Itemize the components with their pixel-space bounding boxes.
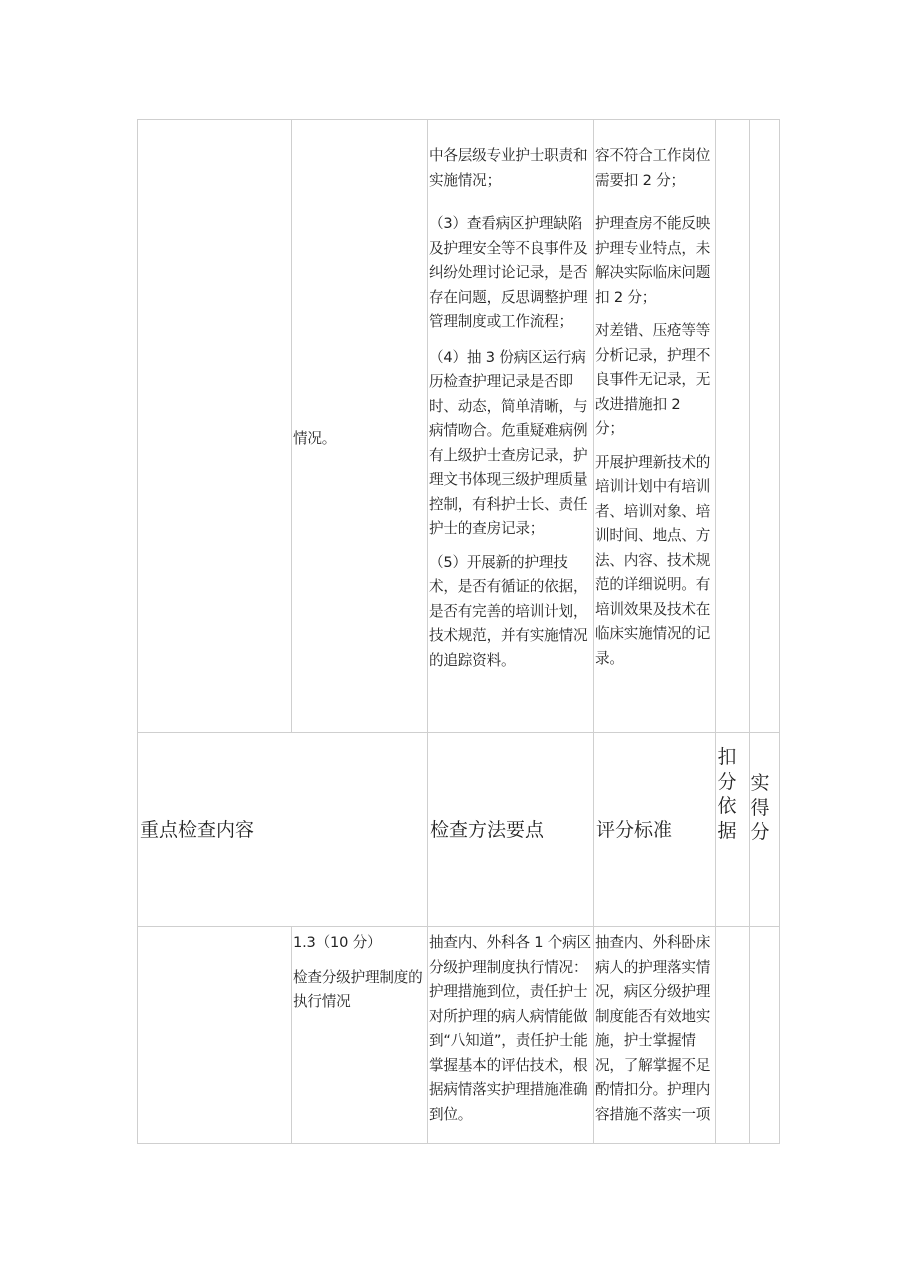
table-rule-row1-bottom: [137, 732, 780, 733]
table-rule-col5: [715, 119, 716, 1144]
row3-item-title: 检查分级护理制度的执行情况: [293, 968, 423, 1010]
row1-method-para-1: 中各层级专业护士职责和实施情况；: [429, 147, 588, 189]
header-score-char: 实: [750, 772, 770, 794]
row1-standard-para-3: 对差错、压疮等等分析记录，护理不良事件无记录，无改进措施扣 2 分；: [595, 322, 711, 437]
row1-standard-cell: [595, 144, 713, 671]
table-rule-left: [137, 119, 138, 1144]
header-deduct-char: 分: [717, 770, 737, 793]
header-content: 重点检查内容: [140, 819, 255, 841]
header-standard: 评分标准: [596, 819, 673, 841]
header-deduct-char: 据: [717, 819, 737, 842]
table-rule-col6: [749, 119, 750, 1144]
row1-item-cell: 情况。: [293, 430, 337, 447]
row3-method-cell: 抽查内、外科各 1 个病区分级护理制度执行情况：护理措施到位，责任护士对所护理的病人病情能做到“八知道”，责任护士能掌握基本的评估技术，根据病情落实护理措施准确到位。: [429, 934, 591, 1123]
table-rule-header-bottom: [137, 926, 780, 927]
header-score-char: 得: [750, 796, 770, 819]
row3-item-cell: [293, 931, 425, 1015]
header-deduct-char: 依: [717, 795, 737, 817]
row1-standard-para-4: 开展护理新技术的培训计划中有培训者、培训对象、培训时间、地点、方法、内容、技术规范的详细说明。有培训效果及技术在临床实施情况的记录。: [595, 453, 711, 667]
table-rule-col2-upper: [291, 119, 292, 733]
table-rule-bottom: [137, 1143, 780, 1144]
header-deduct-basis: [716, 745, 738, 843]
row1-method-para-3: （4）抽 3 份病区运行病历检查护理记录是否即时、动态，简单清晰，与病情吻合。危重疑难病例有上级护士查房记录，护理文书体现三级护理质量控制，有科护士长、责任护士的查房记录；: [429, 348, 588, 537]
row1-method-para-2: （3）查看病区护理缺陷及护理安全等不良事件及纠纷处理讨论记录，是否存在问题，反思调整护理管理制度或工作流程；: [429, 215, 588, 330]
row1-standard-para-1: 容不符合工作岗位需要扣 2 分；: [595, 147, 711, 189]
table-rule-col3: [427, 119, 428, 1144]
table-rule-col2-lower: [291, 926, 292, 1144]
row3-standard-cell: 抽查内、外科卧床病人的护理落实情况，病区分级护理制度能否有效地实施，护士掌握情况，了解掌握不足酌情扣分。护理内容措施不落实一项: [595, 934, 711, 1123]
header-actual-score: [749, 771, 771, 845]
checklist-table: [137, 119, 780, 1144]
table-rule-top: [137, 119, 780, 120]
header-method: 检查方法要点: [430, 819, 545, 841]
table-rule-right: [779, 119, 780, 1144]
header-deduct-char: 扣: [717, 746, 737, 768]
row1-method-cell: [429, 144, 592, 673]
table-rule-col4: [593, 119, 594, 1144]
row1-method-para-4: （5）开展新的护理技术，是否有循证的依据，是否有完善的培训计划，技术规范，并有实施情况的追踪资料。: [429, 553, 588, 669]
header-score-char: 分: [750, 821, 770, 843]
row3-item-score: 1.3（10 分）: [293, 934, 382, 951]
row1-standard-para-2: 护理查房不能反映护理专业特点，未解决实际临床问题扣 2 分；: [595, 215, 711, 306]
